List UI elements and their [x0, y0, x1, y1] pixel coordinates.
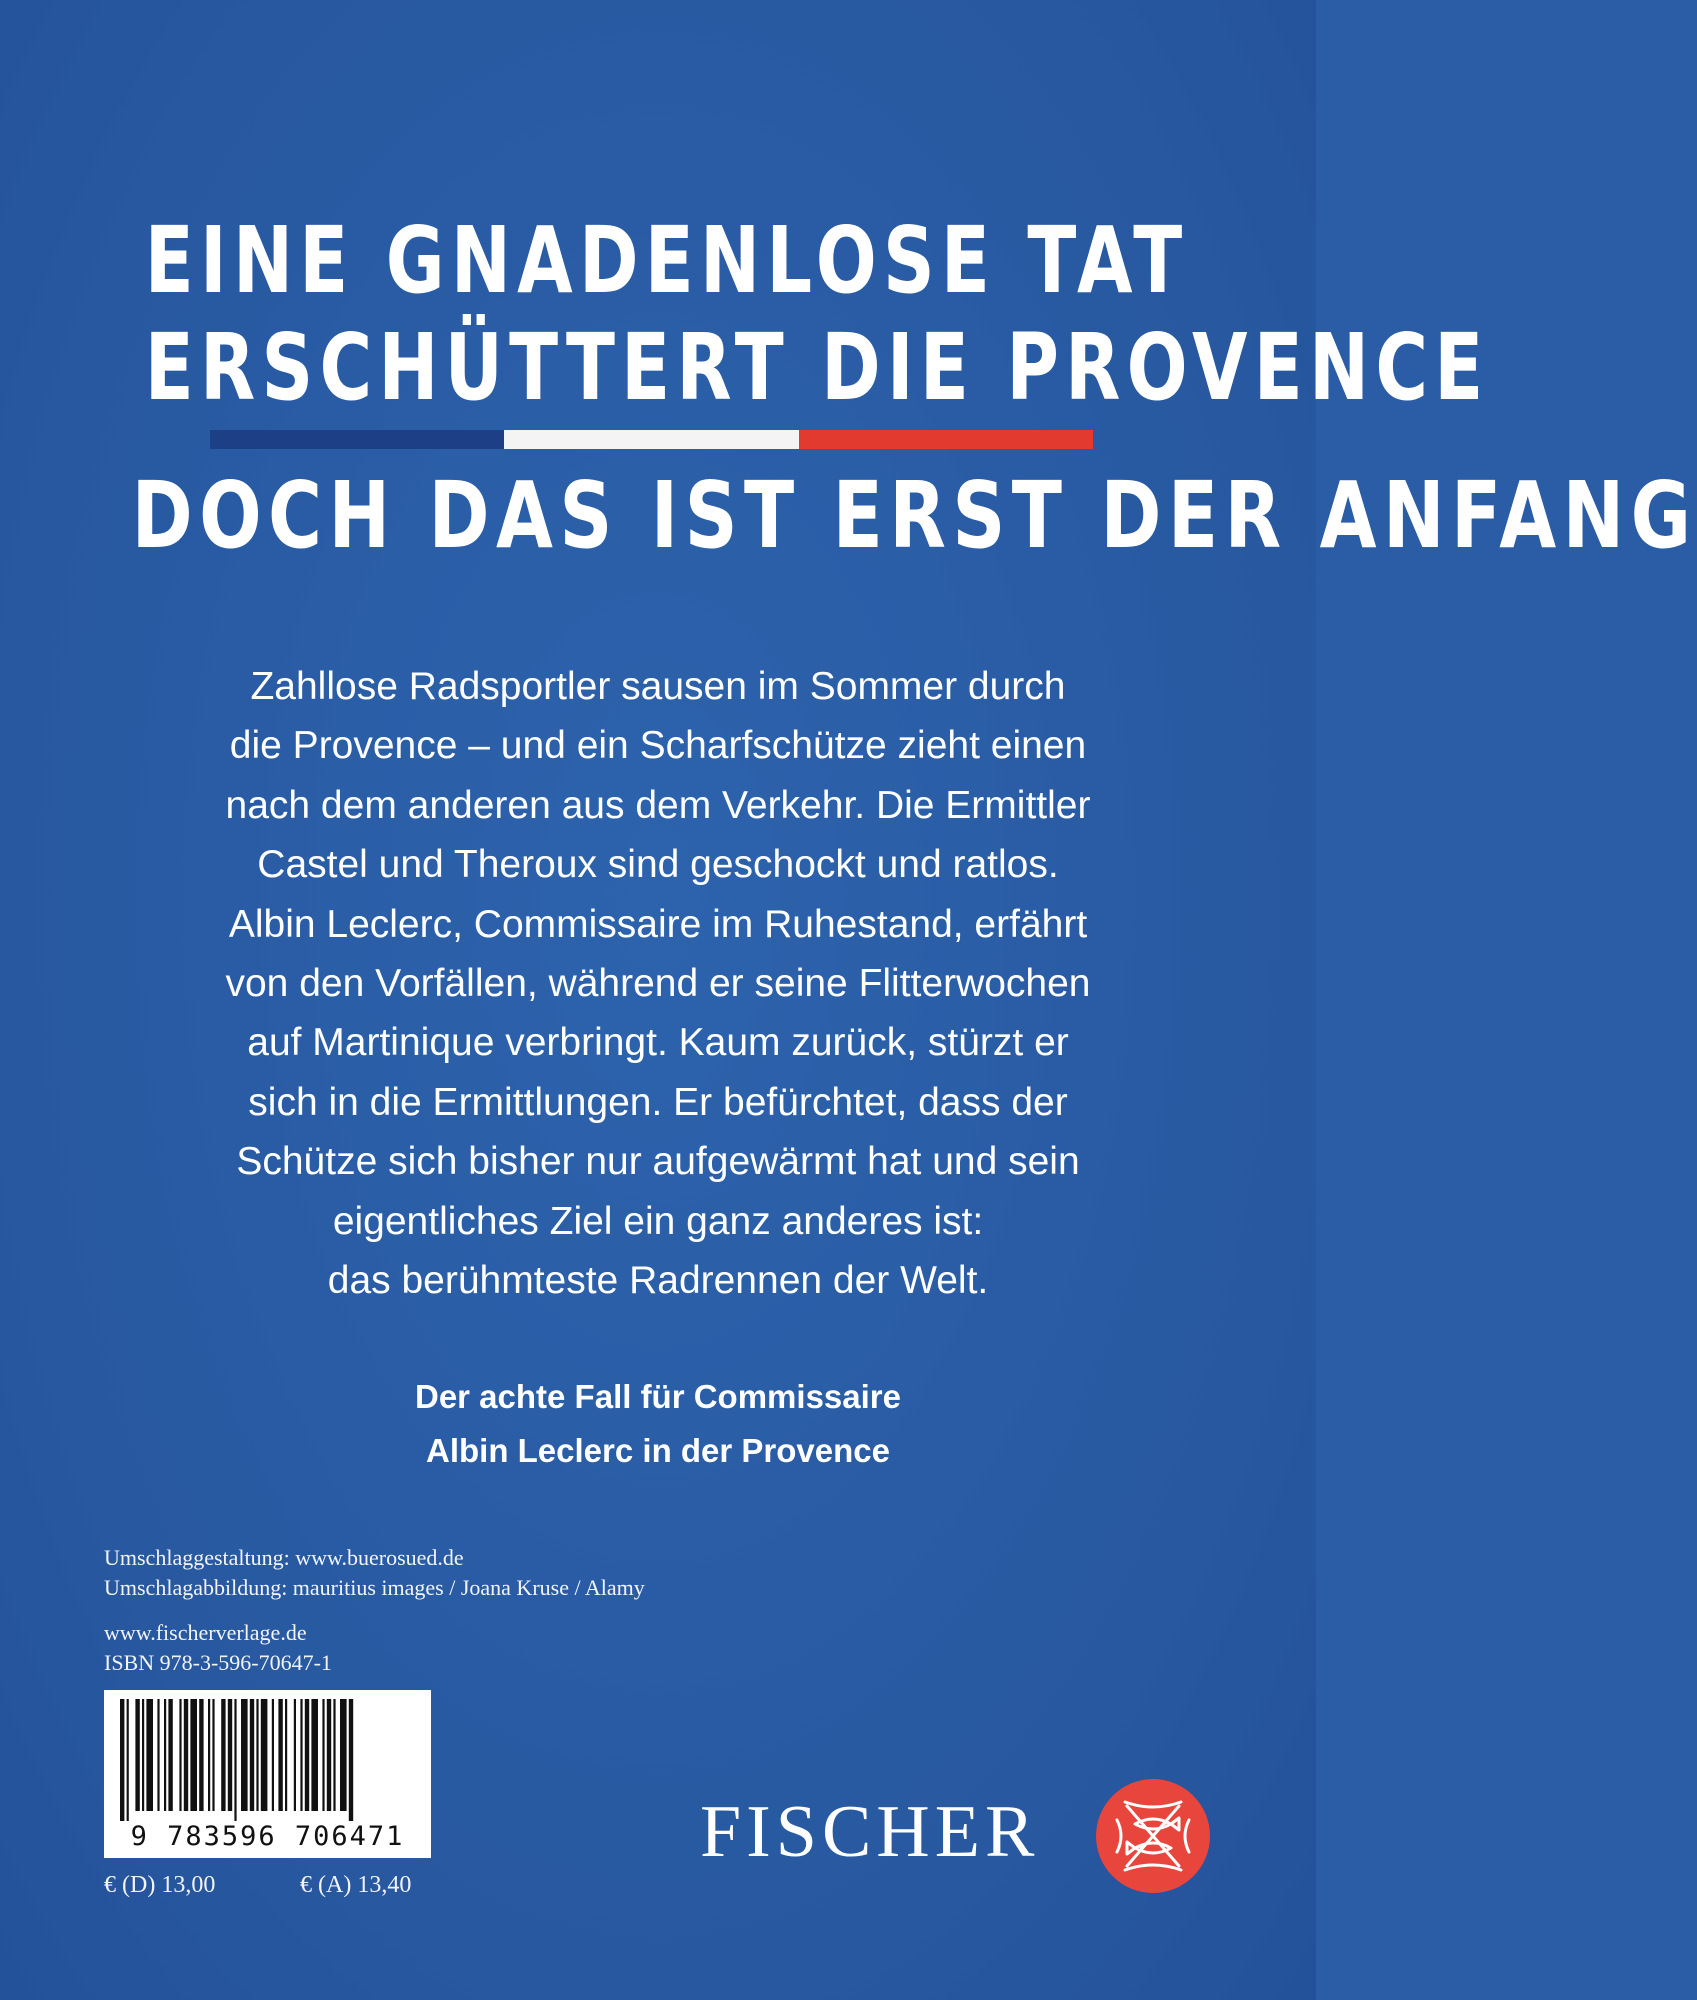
blurb-line: von den Vorfällen, während er seine Flitterwochen	[225, 962, 1091, 1006]
isbn-number: ISBN 978-3-596-70647-1	[104, 1650, 332, 1675]
credits-spacer	[104, 1603, 645, 1618]
barcode-bar	[285, 1699, 287, 1811]
barcode-bar	[146, 1699, 153, 1811]
barcode-bar	[305, 1699, 309, 1811]
flag-white-segment	[504, 430, 798, 449]
barcode-bar	[349, 1699, 353, 1821]
barcode-bar	[179, 1699, 181, 1811]
blurb-line: Schütze sich bisher nur aufgewärmt hat und sein	[236, 1140, 1080, 1184]
headline-line-3: DOCH DAS IST ERST DER ANFANG	[131, 462, 1697, 569]
barcode-bar	[127, 1699, 129, 1821]
cover-design-credit: Umschlaggestaltung: www.buerosued.de	[104, 1545, 464, 1570]
barcode-bar	[135, 1699, 139, 1811]
series-tagline	[150, 1370, 1166, 1478]
barcode-bar	[250, 1699, 254, 1811]
cover-image-credit: Umschlagabbildung: mauritius images / Joana Kruse / Alamy	[104, 1575, 645, 1600]
barcode-bar	[256, 1699, 258, 1811]
barcode-bar	[164, 1699, 166, 1811]
blurb-line: sich in die Ermittlungen. Er befürchtet, dass der	[248, 1080, 1068, 1124]
barcode-bar	[184, 1699, 188, 1811]
flag-blue-segment	[210, 430, 504, 449]
barcode-bar	[272, 1699, 274, 1811]
blurb-text	[150, 657, 1166, 1310]
blurb-line: nach dem anderen aus dem Verkehr. Die Ermittler	[225, 783, 1091, 827]
barcode-bar	[294, 1699, 296, 1811]
publisher-website: www.fischerverlage.de	[104, 1620, 307, 1645]
blurb-line: die Provence – und ein Scharfschütze zieht einen	[229, 724, 1087, 768]
barcode-bar	[190, 1699, 197, 1811]
flag-red-segment	[799, 430, 1093, 449]
barcode-bar	[241, 1699, 248, 1811]
blurb-line: eigentliches Ziel ein ganz anderes ist:	[332, 1199, 984, 1243]
blurb-line: Zahllose Radsportler sausen im Sommer durch	[250, 665, 1066, 708]
barcode-bar	[234, 1699, 236, 1821]
barcode-bar	[208, 1699, 210, 1811]
barcode-bar	[327, 1699, 331, 1811]
price-germany: € (D) 13,00	[104, 1872, 216, 1898]
barcode-bar	[157, 1699, 159, 1811]
barcode-bar	[278, 1699, 282, 1811]
barcode-bar	[333, 1699, 335, 1811]
barcode-bar	[199, 1699, 203, 1811]
barcode-bar	[142, 1699, 144, 1811]
barcode-bar	[261, 1699, 268, 1811]
price-austria: € (A) 13,40	[300, 1872, 412, 1898]
series-line-2: Albin Leclerc in der Provence	[426, 1432, 890, 1469]
barcode-bar	[221, 1699, 225, 1811]
barcode-bar	[322, 1699, 324, 1811]
blurb-line: Castel und Theroux sind geschockt und ratlos.	[257, 843, 1059, 887]
barcode-bar	[168, 1699, 172, 1811]
blurb-line: auf Martinique verbringt. Kaum zurück, stürzt er	[247, 1021, 1069, 1065]
credits-block	[104, 1543, 645, 1678]
fish-logo-icon	[1095, 1778, 1211, 1894]
barcode-digits: 9 783596 706471	[130, 1821, 405, 1852]
barcode-bar	[120, 1699, 124, 1821]
french-flag-stripe	[210, 430, 1093, 449]
headline-line-2: ERSCHÜTTERT DIE PROVENCE	[144, 314, 1490, 421]
blurb-line: das berühmteste Radrennen der Welt.	[327, 1259, 989, 1303]
series-line-1: Der achte Fall für Commissaire	[414, 1378, 901, 1415]
barcode	[104, 1690, 431, 1858]
barcode-bar	[228, 1699, 232, 1811]
barcode-bars	[118, 1699, 417, 1821]
barcode-bar	[212, 1699, 214, 1811]
barcode-bar	[311, 1699, 318, 1811]
barcode-bar	[340, 1699, 347, 1811]
publisher-name: FISCHER	[700, 1791, 1040, 1873]
headline-line-1: EINE GNADENLOSE TAT	[144, 207, 1189, 314]
barcode-bar	[300, 1699, 302, 1811]
blurb-line: Albin Leclerc, Commissaire im Ruhestand, erfährt	[228, 902, 1088, 946]
